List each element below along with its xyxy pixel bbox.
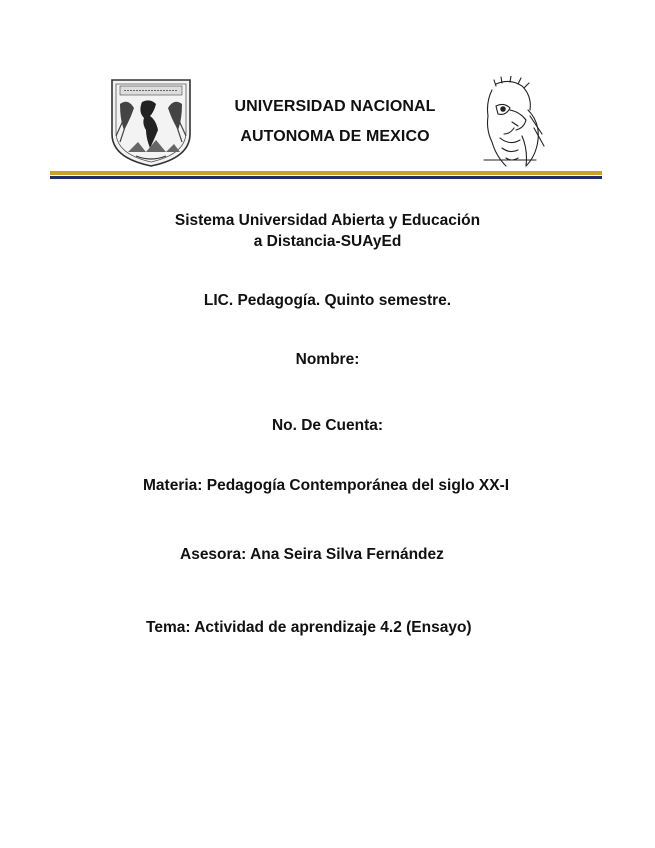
unam-seal-icon — [106, 74, 196, 170]
university-name-line2: AUTONOMA DE MEXICO — [240, 128, 430, 145]
header-rule-gold — [50, 171, 602, 175]
topic-line: Tema: Actividad de aprendizaje 4.2 (Ensayo) — [146, 619, 472, 636]
system-line1: Sistema Universidad Abierta y Educación — [174, 212, 481, 229]
advisor-line: Asesora: Ana Seira Silva Fernández — [180, 546, 444, 563]
program-line: LIC. Pedagogía. Quinto semestre. — [203, 292, 452, 309]
subject-line: Materia: Pedagogía Contemporánea del siglo XX-I — [143, 477, 510, 494]
student-name-label: Nombre: — [295, 351, 360, 368]
puma-owl-icon — [466, 76, 552, 170]
system-line2: a Distancia-SUAyEd — [253, 233, 402, 250]
account-number-label: No. De Cuenta: — [271, 417, 384, 434]
university-name-line1: UNIVERSIDAD NACIONAL — [234, 98, 436, 115]
header-rule-blue — [50, 176, 602, 179]
